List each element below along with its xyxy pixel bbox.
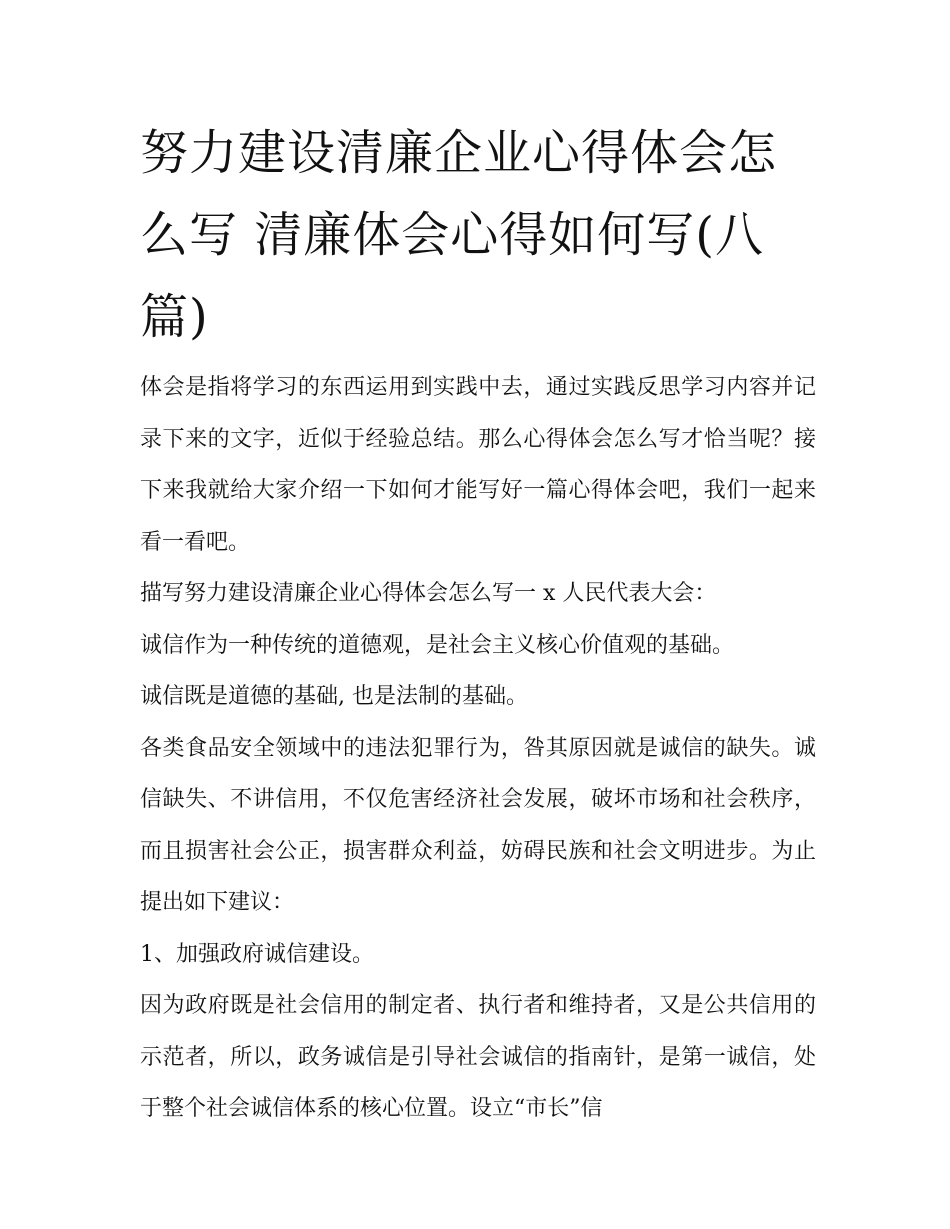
paragraph-intro: 体会是指将学习的东西运用到实践中去，通过实践反思学习内容并记录下来的文字，近似于经验总结。那么心得体会怎么写才恰当呢？接下来我就给大家介绍一下如何才能写好一篇心得体会吧，我们一起来看一看吧。 [140, 375, 816, 555]
paragraph-integrity-basis: 诚信既是道德的基础, 也是法制的基础。 [140, 684, 528, 709]
paragraph-integrity-tradition: 诚信作为一种传统的道德观，是社会主义核心价值观的基础。 [140, 632, 735, 658]
paragraph-suggestion-one: 1、加强政府诚信建设。 [140, 941, 374, 967]
document-title: 努力建设清廉企业心得体会怎么写 清廉体会心得如何写(八篇) [140, 125, 778, 345]
paragraph-government-integrity: 因为政府既是社会信用的制定者、执行者和维持者，又是公共信用的示范者，所以，政务诚信是引导社会诚信的指南针，是第一诚信，处于整个社会诚信体系的核心位置。设立“市长”信 [140, 993, 816, 1121]
paragraph-heading-one: 描写努力建设清廉企业心得体会怎么写一 x 人民代表大会： [140, 581, 717, 606]
paragraph-food-safety: 各类食品安全领域中的违法犯罪行为，咎其原因就是诚信的缺失。诚信缺失、不讲信用，不仅危害经济社会发展，破坏市场和社会秩序，而且损害社会公正，损害群众利益，妨碍民族和社会文明进步。为止提出如下建议： [140, 735, 816, 915]
document-page [140, 112, 816, 1135]
